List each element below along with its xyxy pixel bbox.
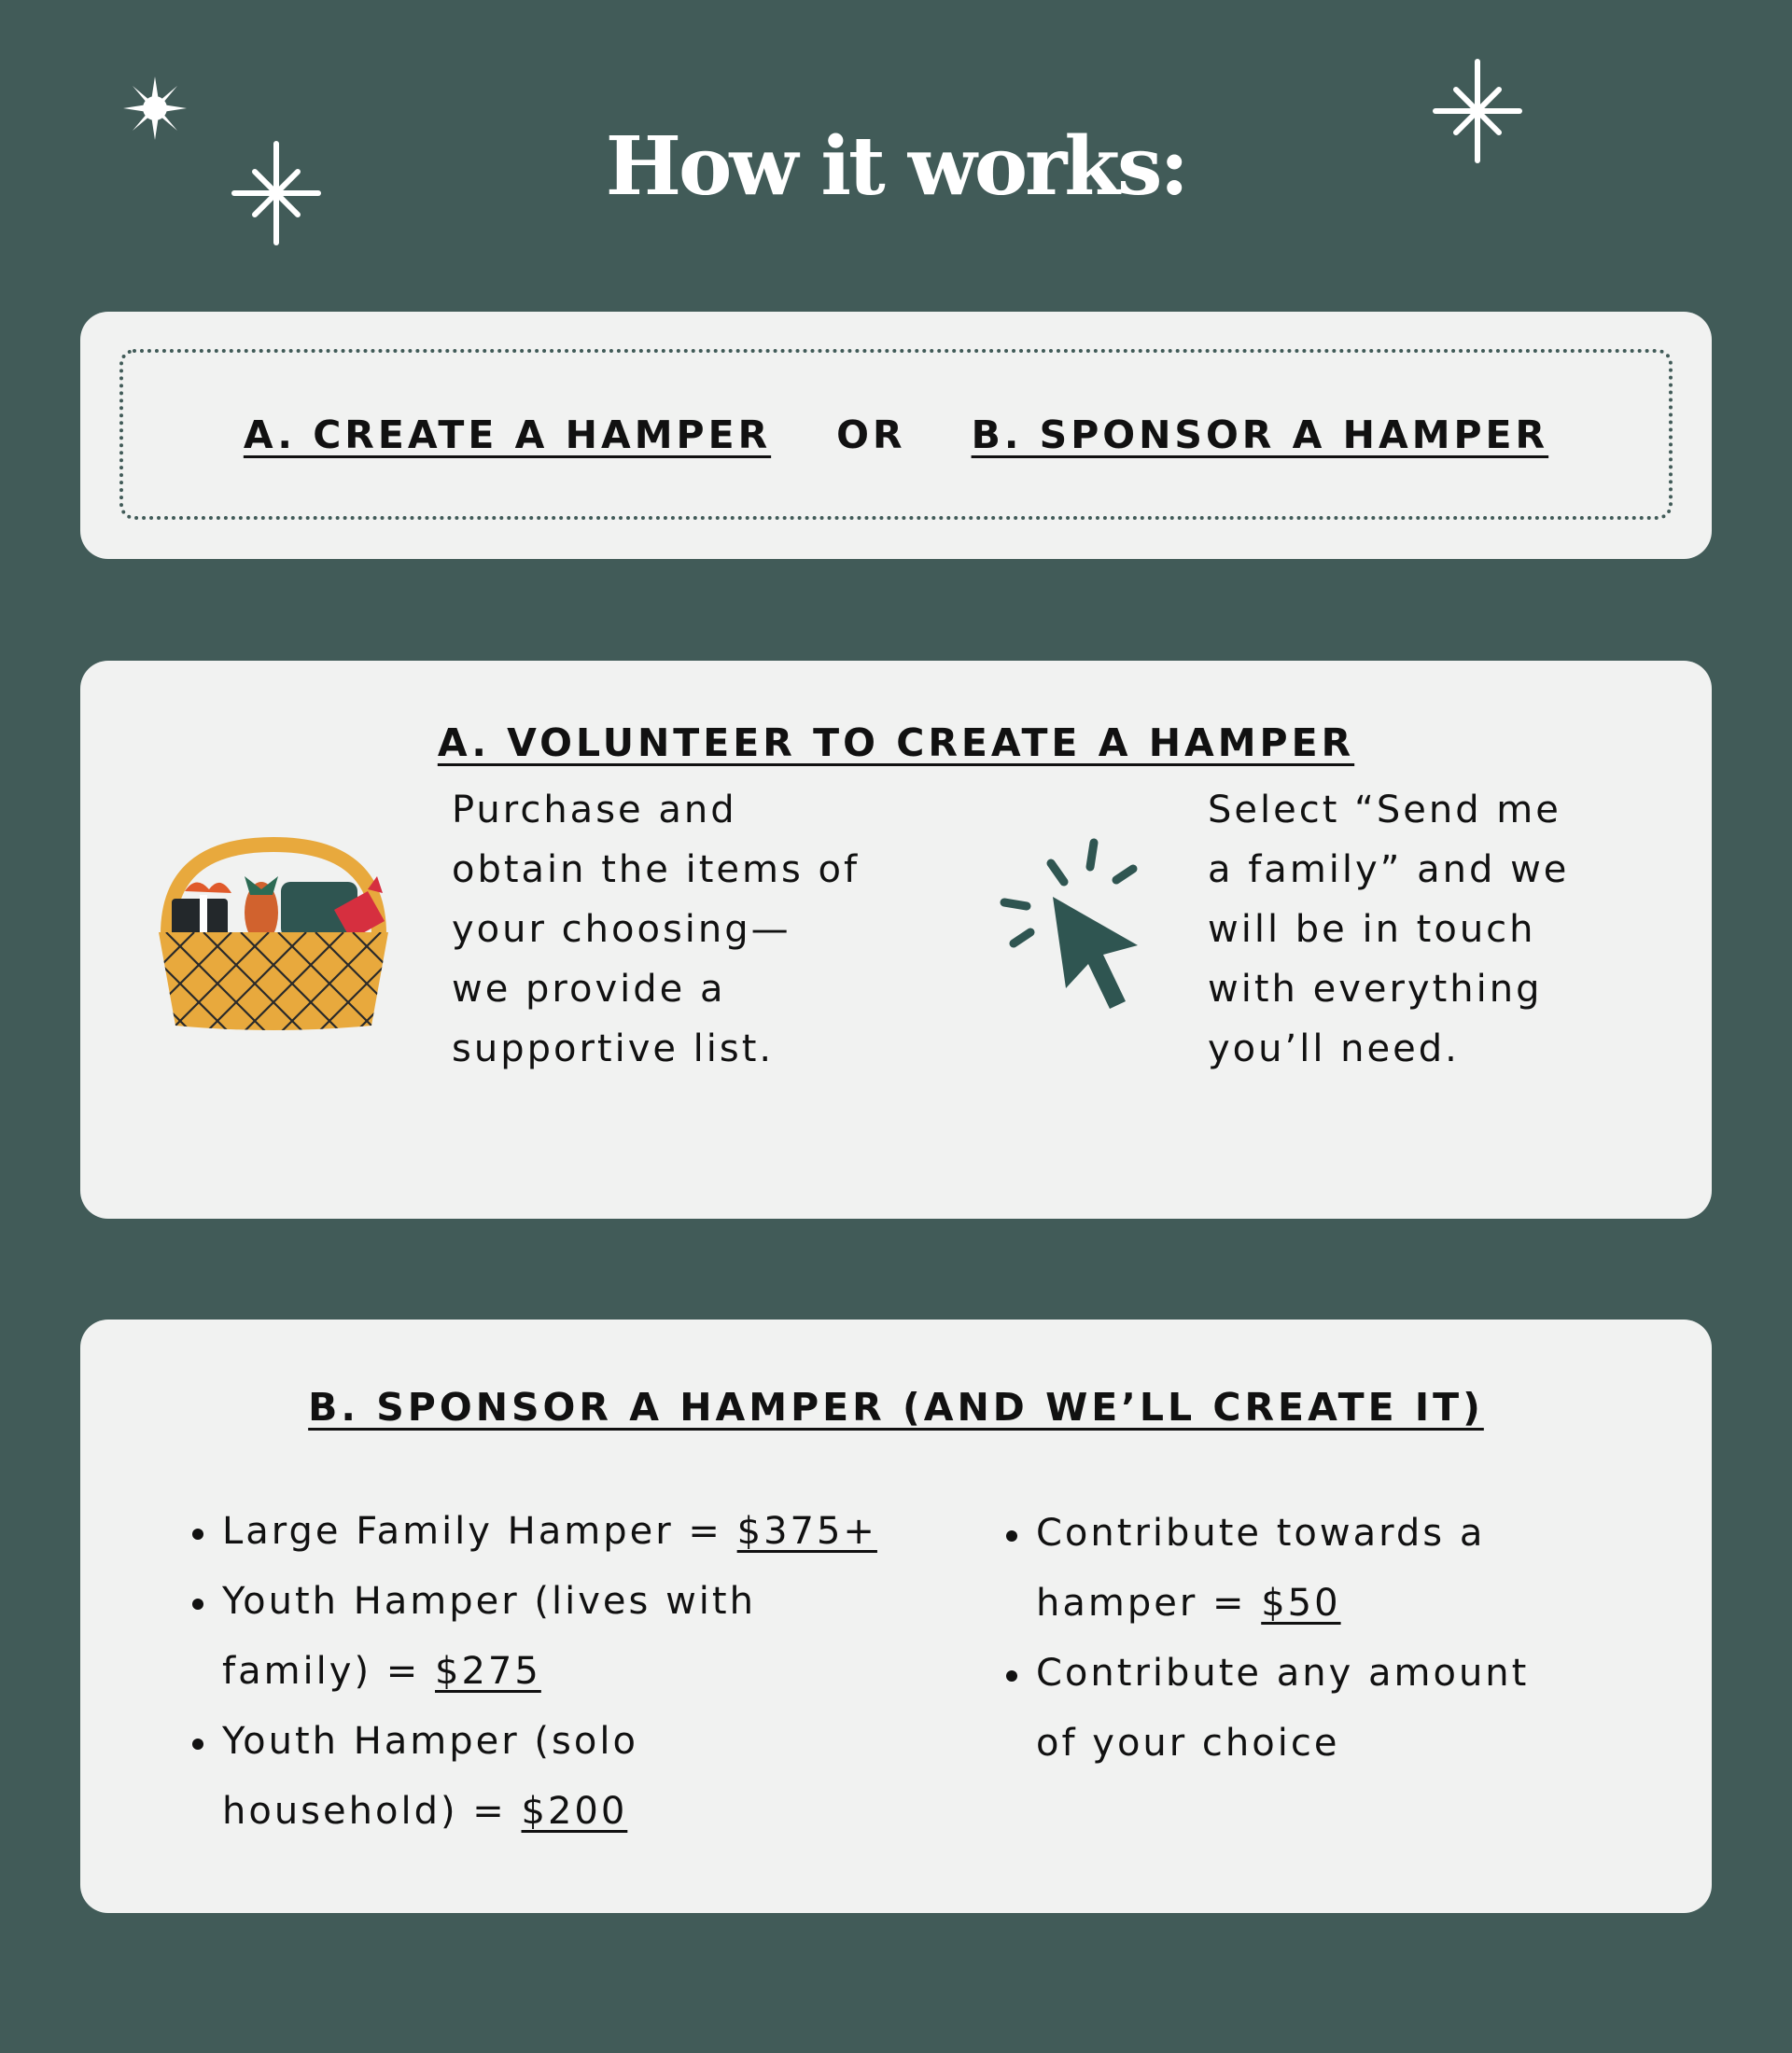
create-heading: A. VOLUNTEER TO CREATE A HAMPER — [437, 720, 1355, 765]
text-line: Purchase and — [452, 789, 737, 831]
create-step2-text — [1208, 780, 1569, 1079]
item-label: Youth Hamper (solo — [222, 1720, 638, 1763]
text-line: you’ll need. — [1208, 1027, 1460, 1070]
create-hamper-card — [80, 661, 1712, 1219]
list-item-youth-family — [185, 1567, 877, 1707]
list-item-large-family — [185, 1497, 877, 1567]
list-item-contribute-any — [999, 1639, 1529, 1779]
basket-icon — [147, 833, 399, 1039]
create-step1-text — [452, 780, 860, 1079]
sponsor-options-right — [999, 1499, 1529, 1779]
text-line: a family” and we — [1208, 848, 1570, 891]
price-value: $275 — [435, 1650, 541, 1693]
item-label: Large Family Hamper = — [222, 1510, 737, 1553]
item-label-cont: household) = — [222, 1790, 522, 1833]
choice-card — [80, 312, 1712, 559]
sponsor-hamper-link[interactable]: B. SPONSOR A HAMPER — [971, 412, 1549, 457]
price-value: $375+ — [736, 1510, 877, 1553]
price-value: $200 — [521, 1790, 628, 1833]
cursor-click-icon — [993, 833, 1161, 1024]
price-value: $50 — [1261, 1582, 1341, 1625]
list-item-youth-solo — [185, 1707, 877, 1847]
page-title: How it works: — [605, 119, 1187, 214]
sponsor-options-left — [185, 1497, 877, 1847]
text-line: your choosing— — [452, 908, 791, 951]
text-line: obtain the items of — [452, 848, 861, 891]
sponsor-heading: B. SPONSOR A HAMPER (AND WE’LL CREATE IT) — [308, 1385, 1484, 1430]
text-line: will be in touch — [1208, 908, 1536, 951]
item-label: Contribute any amount — [1036, 1652, 1530, 1695]
item-label-cont: hamper = — [1036, 1582, 1262, 1625]
sponsor-hamper-card — [80, 1320, 1712, 1913]
item-label: Contribute towards a — [1036, 1512, 1486, 1555]
item-label-cont: of your choice — [1036, 1722, 1340, 1765]
choice-row — [80, 412, 1712, 457]
or-separator: OR — [836, 412, 906, 457]
item-label: Youth Hamper (lives with — [222, 1580, 756, 1623]
text-line: Select “Send me — [1208, 789, 1561, 831]
text-line: with everything — [1208, 968, 1543, 1011]
text-line: we provide a — [452, 968, 726, 1011]
text-line: supportive list. — [452, 1027, 775, 1070]
create-hamper-link[interactable]: A. CREATE A HAMPER — [243, 412, 772, 457]
item-label-cont: family) = — [222, 1650, 436, 1693]
list-item-contribute-hamper — [999, 1499, 1529, 1639]
